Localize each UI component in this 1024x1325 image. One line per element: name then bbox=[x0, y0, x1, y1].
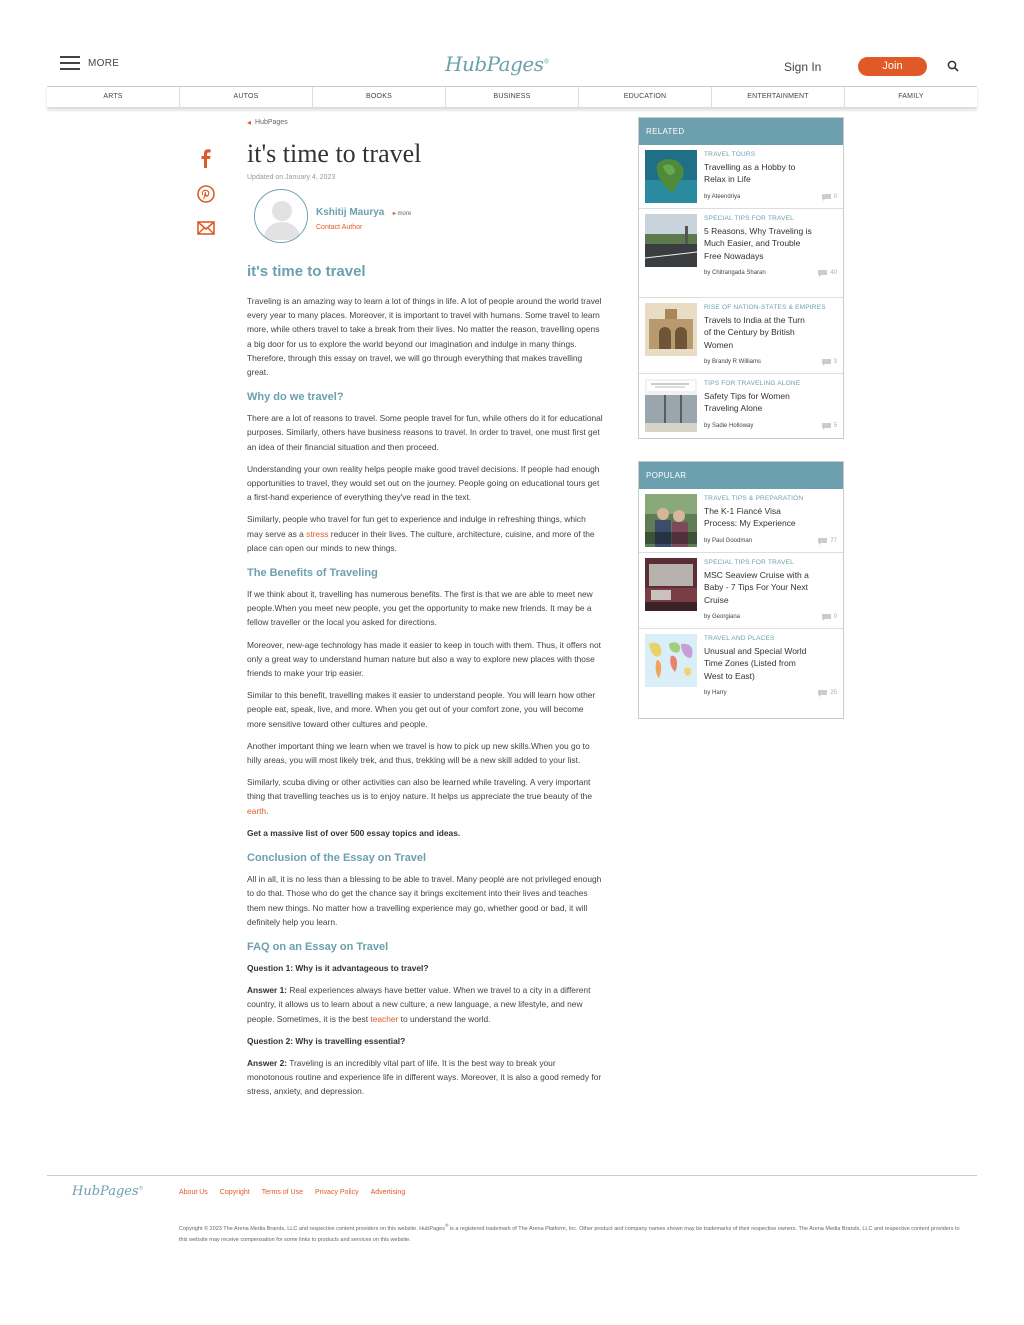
comment-count: 3 bbox=[822, 359, 837, 366]
paragraph: If we think about it, travelling has numerous benefits. The first is that we are able to meet new people.When you meet new people, you get the opportunity to make new friends. It may be a fellow traveller or the local you asked for directions. bbox=[247, 589, 593, 628]
comment-icon bbox=[818, 538, 827, 545]
footer-link-privacy[interactable]: Privacy Policy bbox=[315, 1189, 359, 1196]
thumbnail-image bbox=[645, 634, 697, 687]
article bbox=[247, 118, 603, 1099]
paragraph: All in all, it is no less than a blessing to be able to travel. Many people are not privileged enough to do that. Those who do get the chance say it brings excitement into their lives and teaches them new things. No matter how a travelling experience may go, whether good or bad, it will definitely help you learn. bbox=[247, 874, 602, 927]
author-more-link[interactable]: ▸ more bbox=[392, 210, 412, 217]
card-category: TRAVEL TIPS & PREPARATION bbox=[704, 495, 804, 502]
footer-link-advertising[interactable]: Advertising bbox=[370, 1189, 406, 1196]
card-author: by Sadie Holloway bbox=[704, 423, 754, 430]
card-category: SPECIAL TIPS FOR TRAVEL bbox=[704, 559, 794, 566]
card-title: Safety Tips for Women Traveling Alone bbox=[704, 391, 790, 414]
join-button[interactable]: Join bbox=[858, 57, 927, 76]
site-logo[interactable]: HubPages® bbox=[445, 52, 550, 76]
card-title: Travels to India at the Turn of the Century by British Women bbox=[704, 315, 805, 350]
teacher-link[interactable]: teacher bbox=[370, 1013, 399, 1024]
card-author: by Georgiana bbox=[704, 614, 741, 621]
facebook-icon bbox=[197, 148, 215, 168]
related-card[interactable] bbox=[639, 209, 843, 298]
email-share-button[interactable] bbox=[197, 221, 215, 235]
essay-topics-callout: Get a massive list of over 500 essay topics and ideas. bbox=[247, 827, 461, 838]
hamburger-icon bbox=[60, 56, 80, 70]
comment-count: 5 bbox=[822, 423, 837, 430]
pinterest-share-button[interactable] bbox=[197, 185, 215, 203]
paragraph: Similarly, scuba diving or other activities can also be learned while traveling. A very important thing that travelling teaches us is to enjoy nature. It helps us appreciate the true beauty of the earth. bbox=[247, 777, 592, 816]
card-category: SPECIAL TIPS FOR TRAVEL bbox=[704, 215, 794, 222]
popular-card[interactable] bbox=[639, 489, 843, 553]
default-avatar-icon bbox=[255, 190, 308, 243]
triangle-right-icon: ▸ bbox=[392, 210, 396, 217]
sign-in-link[interactable]: Sign In bbox=[784, 60, 822, 74]
comment-count: 0 bbox=[822, 194, 837, 201]
thumbnail-image bbox=[645, 214, 697, 267]
thumbnail-image bbox=[645, 150, 697, 203]
comment-count: 77 bbox=[818, 538, 837, 545]
category-books[interactable]: BOOKS bbox=[313, 87, 446, 107]
avatar[interactable] bbox=[254, 189, 308, 243]
card-author: by Harry bbox=[704, 690, 727, 697]
facebook-share-button[interactable] bbox=[197, 148, 215, 168]
footer-links bbox=[179, 1189, 405, 1196]
comment-icon bbox=[822, 423, 831, 430]
card-category: RISE OF NATION-STATES & EMPIRES bbox=[704, 304, 826, 311]
chevron-left-icon: ◂ bbox=[247, 118, 252, 127]
card-title: The K-1 Fiancé Visa Process: My Experience bbox=[704, 506, 796, 529]
card-title: Travelling as a Hobby to Relax in Life bbox=[704, 162, 796, 185]
comment-icon bbox=[818, 270, 827, 277]
contact-author-link[interactable]: Contact Author bbox=[316, 223, 363, 231]
author-name[interactable]: Kshitij Maurya bbox=[316, 206, 385, 218]
popular-card[interactable] bbox=[639, 629, 843, 718]
breadcrumb[interactable] bbox=[247, 118, 603, 127]
category-entertainment[interactable]: ENTERTAINMENT bbox=[712, 87, 845, 107]
category-nav bbox=[47, 86, 977, 107]
card-title: 5 Reasons, Why Traveling is Much Easier, and Trouble Free Nowadays bbox=[704, 226, 812, 261]
comment-count: 0 bbox=[822, 614, 837, 621]
section-heading-why: Why do we travel? bbox=[247, 391, 344, 404]
paragraph: Moreover, new-age technology has made it easier to keep in touch with them. Thus, it offers not only a great way to understand human nature but also a way to explore new places with those friends to make your trip easier. bbox=[247, 639, 601, 679]
intro-paragraph: Traveling is an amazing way to learn a lot of things in life. A lot of people around the world travel every year to many places. Moreover, it is important to travel with humans. Some travel to learn more, while others travel to take a break from their lives. No matter the reason, travelling opens a big door for us to explore the world beyond our imagination and indulge in many things. Therefore, through this essay on travel, we will go through everything that makes travelling great. bbox=[247, 296, 602, 378]
footer-link-terms[interactable]: Terms of Use bbox=[261, 1189, 303, 1196]
search-icon[interactable] bbox=[947, 60, 959, 72]
paragraph: Understanding your own reality helps people make good travel decisions. If people had enough opportunities to travel, they would set out on the journey. People going on educational tours get a first-hand experience of everything they've read in the text. bbox=[247, 463, 600, 503]
category-business[interactable]: BUSINESS bbox=[446, 87, 579, 107]
card-author: by Ateendriya bbox=[704, 194, 741, 201]
more-menu-button[interactable] bbox=[60, 56, 119, 70]
thumbnail-image bbox=[645, 494, 697, 547]
popular-card[interactable] bbox=[639, 553, 843, 629]
thumbnail-image bbox=[645, 558, 697, 611]
category-education[interactable]: EDUCATION bbox=[579, 87, 712, 107]
related-card[interactable] bbox=[639, 145, 843, 209]
footer-link-about[interactable]: About Us bbox=[179, 1189, 208, 1196]
copyright-notice: Copyright © 2023 The Arena Media Brands, LLC and respective content providers on this website. HubPages® is a registered trademark of The Arena Platform, Inc. Other product and company names shown may be trademarks of their respective owners. The Arena Media Brands, LLC and respective content providers to this website may receive compensation for some links to products and services on this website. bbox=[179, 1223, 960, 1243]
comment-icon bbox=[818, 690, 827, 697]
comment-count: 25 bbox=[818, 690, 837, 697]
card-category: TRAVEL TOURS bbox=[704, 151, 756, 158]
faq-question: Question 1: Why is it advantageous to travel? bbox=[247, 962, 429, 973]
comment-icon bbox=[822, 359, 831, 366]
related-card[interactable] bbox=[639, 374, 843, 438]
page-title: it's time to travel bbox=[247, 139, 422, 168]
card-author: by Brandy R Williams bbox=[704, 359, 762, 366]
section-heading-benefits: The Benefits of Traveling bbox=[247, 567, 378, 580]
site-footer bbox=[47, 1175, 977, 1243]
pinterest-icon bbox=[197, 185, 215, 203]
earth-link[interactable]: earth bbox=[247, 805, 267, 816]
card-title: MSC Seaview Cruise with a Baby - 7 Tips For Your Next Cruise bbox=[704, 570, 809, 605]
card-author: by Chitrangada Sharan bbox=[704, 270, 766, 277]
article-heading: it's time to travel bbox=[247, 263, 366, 280]
comment-icon bbox=[822, 614, 831, 621]
card-category: TRAVEL AND PLACES bbox=[704, 635, 775, 642]
paragraph: There are a lot of reasons to travel. Some people travel for fun, while others do it for educational purposes. Similarly, others have business reasons to travel. In order to travel, one must first get an idea of their financial situation and then proceed. bbox=[247, 413, 603, 452]
paragraph: Similarly, people who travel for fun get to experience and indulge in refreshing things, which may serve as a stress reducer in their lives. The culture, architecture, cuisine, and more of the place can open our minds to new things. bbox=[247, 514, 595, 553]
category-autos[interactable]: AUTOS bbox=[180, 87, 313, 107]
email-icon bbox=[197, 221, 215, 235]
faq-answer: Answer 1: Real experiences always have better value. When we travel to a city in a different country, it allows us to learn about a new culture, a new language, a new lifestyle, and new people. Sometimes, it is the best teacher to understand the world. bbox=[247, 985, 591, 1024]
more-label: MORE bbox=[88, 57, 120, 69]
related-card[interactable] bbox=[639, 298, 843, 374]
thumbnail-image bbox=[645, 303, 697, 356]
comment-count: 40 bbox=[818, 270, 837, 277]
category-arts[interactable]: ARTS bbox=[47, 87, 180, 107]
faq-question: Question 2: Why is travelling essential? bbox=[247, 1035, 406, 1046]
section-heading-conclusion: Conclusion of the Essay on Travel bbox=[247, 852, 427, 865]
updated-date: Updated on January 4, 2023 bbox=[247, 174, 336, 181]
popular-heading: POPULAR bbox=[639, 462, 843, 489]
popular-panel bbox=[638, 461, 844, 719]
footer-logo[interactable]: HubPages® bbox=[72, 1184, 144, 1199]
card-category: TIPS FOR TRAVELING ALONE bbox=[704, 380, 801, 387]
card-title: Unusual and Special World Time Zones (Listed from West to East) bbox=[704, 646, 807, 681]
stress-link[interactable]: stress bbox=[306, 528, 329, 539]
faq-answer: Answer 2: Traveling is an incredibly vital part of life. It is the best way to break your monotonous routine and experience life in different ways. Moreover, it is also a good remedy for stress, anxiety, and depression. bbox=[247, 1057, 602, 1097]
related-heading: RELATED bbox=[639, 118, 843, 145]
paragraph: Another important thing we learn when we travel is how to pick up new skills.When you go to hilly areas, you will most likely trek, and thus, trekking will be a new skill added to your list. bbox=[247, 740, 590, 766]
author-block bbox=[254, 189, 603, 243]
section-heading-faq: FAQ on an Essay on Travel bbox=[247, 940, 389, 953]
comment-icon bbox=[822, 194, 831, 201]
card-author: by Paul Goodman bbox=[704, 538, 753, 545]
category-family[interactable]: FAMILY bbox=[898, 93, 924, 100]
thumbnail-image bbox=[645, 379, 697, 432]
site-header bbox=[47, 40, 977, 86]
breadcrumb-label: HubPages bbox=[255, 119, 288, 126]
related-panel bbox=[638, 117, 844, 439]
footer-link-copyright[interactable]: Copyright bbox=[219, 1189, 250, 1196]
paragraph: Similar to this benefit, travelling makes it easier to understand people. You will learn how other people eat, speak, live, and more. When you get out of your comfort zone, you will become more sensitive toward other cultures and people. bbox=[247, 690, 596, 729]
